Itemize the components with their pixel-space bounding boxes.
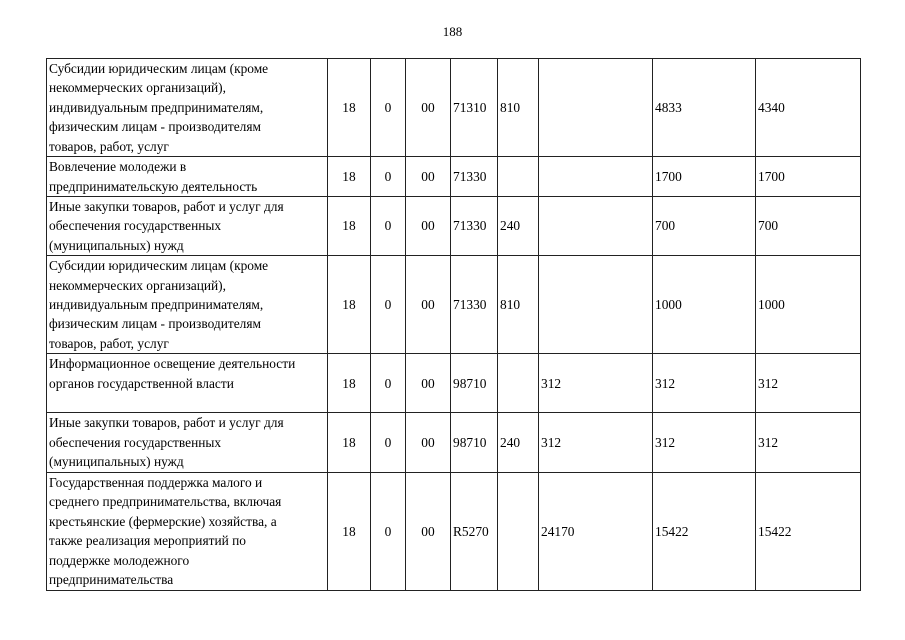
expense-type-code	[498, 157, 539, 197]
description-line: Информационное освещение деятельности	[49, 356, 296, 372]
chapter-code: 18	[328, 59, 371, 157]
main-event-code: 00	[406, 413, 451, 472]
description-line: крестьянские (фермерские) хозяйства, а	[49, 513, 277, 529]
row-description	[47, 157, 328, 197]
subprogram-code: 0	[371, 197, 406, 256]
description-line: товаров, работ, услуг	[49, 335, 169, 351]
description-line: обеспечения государственных	[49, 218, 222, 234]
subprogram-code: 0	[371, 413, 406, 472]
table-row	[47, 472, 861, 590]
description-line: Иные закупки товаров, работ и услуг для	[49, 415, 284, 431]
expense-type-code	[498, 354, 539, 413]
expense-type-code: 240	[498, 413, 539, 472]
amount-year-2: 4833	[653, 59, 756, 157]
table-row	[47, 354, 861, 413]
description-line: Государственная поддержка малого и	[49, 474, 263, 490]
description-line: Вовлечение молодежи в	[49, 159, 187, 175]
description-line: индивидуальным предпринимателям,	[49, 99, 264, 115]
row-description	[47, 413, 328, 472]
description-line: поддержке молодежного	[49, 552, 190, 568]
amount-year-2: 312	[653, 354, 756, 413]
description-line: Субсидии юридическим лицам (кроме	[49, 258, 269, 274]
description-line: товаров, работ, услуг	[49, 138, 169, 154]
chapter-code: 18	[328, 413, 371, 472]
amount-year-3: 15422	[756, 472, 861, 590]
page-number: 188	[442, 24, 463, 39]
direction-code: 71330	[451, 197, 498, 256]
amount-year-3: 700	[756, 197, 861, 256]
amount-year-2: 1700	[653, 157, 756, 197]
subprogram-code: 0	[371, 354, 406, 413]
row-description	[47, 256, 328, 354]
main-event-code: 00	[406, 197, 451, 256]
budget-table	[46, 58, 861, 591]
amount-year-1: 312	[539, 413, 653, 472]
amount-year-3: 1700	[756, 157, 861, 197]
description-line: физическим лицам - производителям	[49, 119, 261, 135]
row-description	[47, 354, 328, 413]
description-line: (муниципальных) нужд	[49, 454, 184, 470]
row-description	[47, 59, 328, 157]
amount-year-2: 1000	[653, 256, 756, 354]
main-event-code: 00	[406, 59, 451, 157]
amount-year-1	[539, 197, 653, 256]
direction-code: 98710	[451, 413, 498, 472]
amount-year-3: 312	[756, 354, 861, 413]
amount-year-1	[539, 256, 653, 354]
description-line: некоммерческих организаций),	[49, 277, 226, 293]
description-line: (муниципальных) нужд	[49, 237, 184, 253]
main-event-code: 00	[406, 472, 451, 590]
amount-year-1	[539, 59, 653, 157]
amount-year-2: 15422	[653, 472, 756, 590]
expense-type-code: 810	[498, 256, 539, 354]
subprogram-code: 0	[371, 256, 406, 354]
direction-code: R5270	[451, 472, 498, 590]
amount-year-3: 1000	[756, 256, 861, 354]
description-line: Иные закупки товаров, работ и услуг для	[49, 199, 284, 215]
chapter-code: 18	[328, 157, 371, 197]
amount-year-3: 4340	[756, 59, 861, 157]
table-row	[47, 59, 861, 157]
amount-year-1: 24170	[539, 472, 653, 590]
direction-code: 71310	[451, 59, 498, 157]
row-description	[47, 472, 328, 590]
expense-type-code	[498, 472, 539, 590]
direction-code: 71330	[451, 256, 498, 354]
description-line: среднего предпринимательства, включая	[49, 494, 282, 510]
table-row	[47, 197, 861, 256]
chapter-code: 18	[328, 256, 371, 354]
description-line: физическим лицам - производителям	[49, 316, 261, 332]
table-row	[47, 256, 861, 354]
description-line	[49, 393, 325, 412]
row-description	[47, 197, 328, 256]
main-event-code: 00	[406, 256, 451, 354]
chapter-code: 18	[328, 197, 371, 256]
subprogram-code: 0	[371, 472, 406, 590]
description-line: Субсидии юридическим лицам (кроме	[49, 61, 269, 76]
amount-year-2: 700	[653, 197, 756, 256]
description-line: обеспечения государственных	[49, 434, 222, 450]
main-event-code: 00	[406, 157, 451, 197]
chapter-code: 18	[328, 354, 371, 413]
description-line: некоммерческих организаций),	[49, 80, 226, 96]
subprogram-code: 0	[371, 59, 406, 157]
description-line: индивидуальным предпринимателям,	[49, 297, 264, 313]
description-line: предпринимательства	[49, 572, 174, 588]
direction-code: 98710	[451, 354, 498, 413]
description-line: предпринимательскую деятельность	[49, 178, 258, 194]
amount-year-2: 312	[653, 413, 756, 472]
subprogram-code: 0	[371, 157, 406, 197]
amount-year-1	[539, 157, 653, 197]
chapter-code: 18	[328, 472, 371, 590]
main-event-code: 00	[406, 354, 451, 413]
direction-code: 71330	[451, 157, 498, 197]
table-row	[47, 413, 861, 472]
amount-year-1: 312	[539, 354, 653, 413]
table-row	[47, 157, 861, 197]
expense-type-code: 240	[498, 197, 539, 256]
description-line: органов государственной власти	[49, 375, 234, 391]
description-line: также реализация мероприятий по	[49, 533, 247, 549]
amount-year-3: 312	[756, 413, 861, 472]
expense-type-code: 810	[498, 59, 539, 157]
